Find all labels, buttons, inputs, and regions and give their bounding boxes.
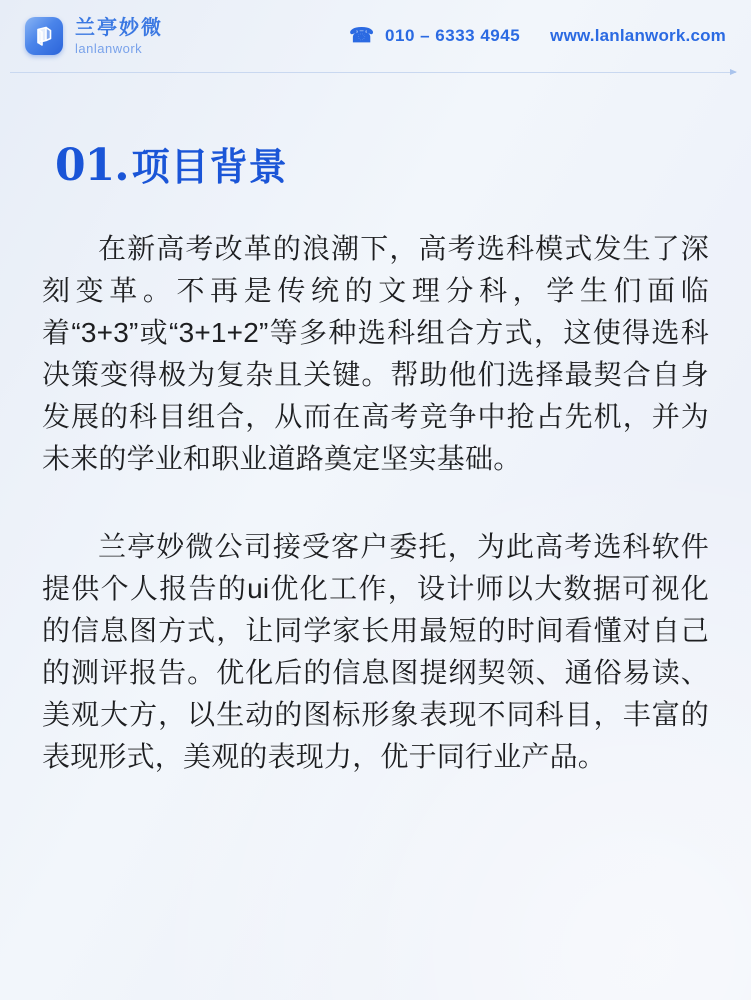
telephone-icon: ☎ — [349, 25, 375, 47]
header-contact — [349, 26, 726, 46]
phone-number: 010 – 6333 4945 — [385, 26, 521, 45]
website-url: www.lanlanwork.com — [550, 26, 726, 45]
content — [42, 228, 709, 778]
header-divider — [10, 72, 736, 73]
section-number: 01. — [55, 140, 129, 191]
right-arrow-icon — [730, 69, 737, 75]
section-title — [55, 136, 288, 191]
paragraph-1: 在新高考改革的浪潮下，高考选科模式发生了深刻变革。不再是传统的文理分科，学生们面临着“3+3”或“3+1+2”等多种选科组合方式，这使得选科决策变得极为复杂且关键。帮助他们选择最契合自身发展的科目组合，从而在高考竞争中抢占先机，并为未来的学业和职业道路奠定坚实基础。 — [42, 233, 709, 474]
section-title-text: 项目背景 — [131, 147, 288, 189]
brand — [25, 17, 163, 56]
brand-subtitle: lanlanwork — [75, 40, 143, 56]
paragraph-2: 兰亭妙微公司接受客户委托，为此高考选科软件提供个人报告的ui优化工作，设计师以大数据可视化的信息图方式，让同学家长用最短的时间看懂对自己的测评报告。优化后的信息图提纲契领、通俗易读、美观大方，以生动的图标形象表现不同科目，丰富的表现形式，美观的表现力，优于同行业产品。 — [42, 531, 709, 772]
brand-text — [75, 17, 163, 56]
header — [25, 0, 726, 72]
book-icon — [25, 17, 63, 55]
brand-name: 兰亭妙微 — [75, 16, 163, 39]
